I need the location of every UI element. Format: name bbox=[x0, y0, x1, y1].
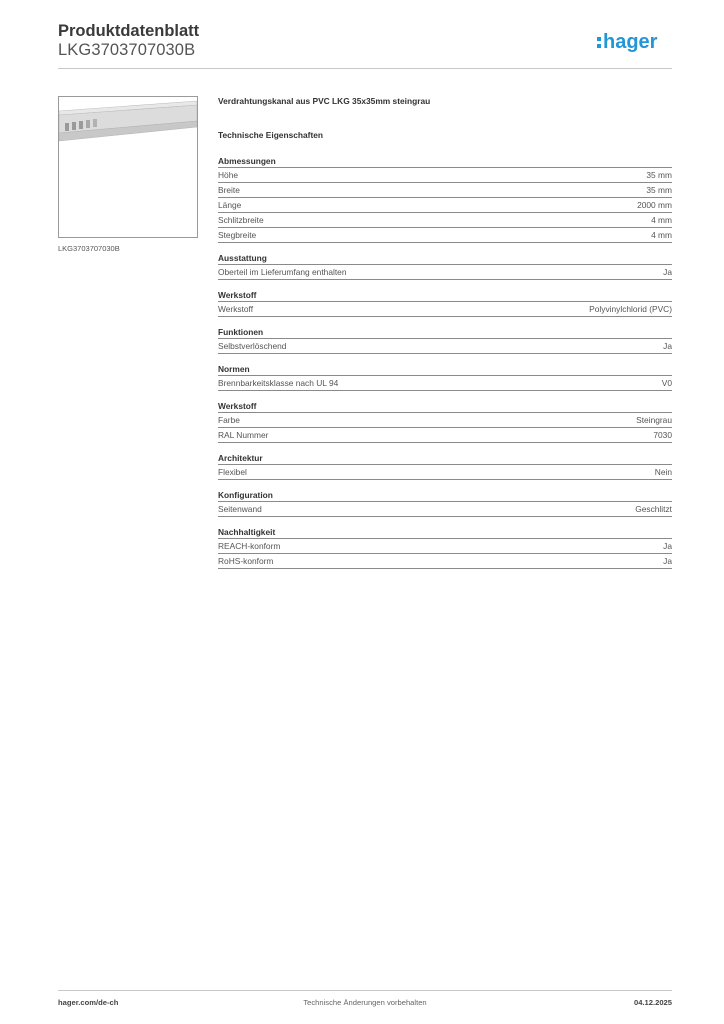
hager-logo-icon bbox=[596, 28, 672, 54]
property-value: Geschlitzt bbox=[635, 503, 672, 514]
property-row bbox=[218, 539, 672, 554]
property-value: Ja bbox=[663, 340, 672, 351]
header-divider bbox=[58, 68, 672, 69]
property-label: Breite bbox=[218, 184, 240, 195]
properties-sections bbox=[218, 156, 672, 569]
property-label: Schlitzbreite bbox=[218, 214, 264, 225]
section-konfiguration bbox=[218, 490, 672, 517]
section-title: Ausstattung bbox=[218, 253, 672, 265]
property-value: Polyvinylchlorid (PVC) bbox=[589, 303, 672, 314]
property-label: Stegbreite bbox=[218, 229, 257, 240]
property-row bbox=[218, 428, 672, 443]
section-title: Architektur bbox=[218, 453, 672, 465]
property-row bbox=[218, 376, 672, 391]
property-value: 4 mm bbox=[651, 214, 672, 225]
datasheet-content bbox=[218, 96, 672, 569]
section-werkstoff bbox=[218, 290, 672, 317]
property-label: Werkstoff bbox=[218, 303, 254, 314]
product-description: Verdrahtungskanal aus PVC LKG 35x35mm steingrau bbox=[218, 96, 431, 106]
property-row bbox=[218, 413, 672, 428]
footer bbox=[58, 998, 672, 1010]
property-label: Oberteil im Lieferumfang enthalten bbox=[218, 266, 347, 277]
section-ausstattung bbox=[218, 253, 672, 280]
section-title: Konfiguration bbox=[218, 490, 672, 502]
property-label: Flexibel bbox=[218, 466, 247, 477]
product-code: LKG3703707030B bbox=[58, 41, 196, 59]
section-title: Werkstoff bbox=[218, 401, 672, 413]
property-value: 2000 mm bbox=[637, 199, 672, 210]
property-row bbox=[218, 198, 672, 213]
property-row bbox=[218, 465, 672, 480]
section-nachhaltigkeit bbox=[218, 527, 672, 569]
section-funktionen bbox=[218, 327, 672, 354]
property-row bbox=[218, 168, 672, 183]
footer-disclaimer: Technische Änderungen vorbehalten bbox=[303, 998, 427, 1007]
footer-divider bbox=[58, 990, 672, 991]
property-label: Höhe bbox=[218, 169, 239, 180]
property-value: Ja bbox=[663, 266, 672, 277]
section-werkstoff bbox=[218, 401, 672, 443]
property-value: 7030 bbox=[653, 429, 672, 440]
section-title: Werkstoff bbox=[218, 290, 672, 302]
technical-properties-heading: Technische Eigenschaften bbox=[218, 130, 324, 140]
section-title: Nachhaltigkeit bbox=[218, 527, 672, 539]
section-normen bbox=[218, 364, 672, 391]
section-architektur bbox=[218, 453, 672, 480]
cable-duct-illustration bbox=[59, 97, 197, 237]
property-row bbox=[218, 554, 672, 569]
footer-website[interactable]: hager.com/de-ch bbox=[58, 998, 119, 1007]
property-label: Selbstverlöschend bbox=[218, 340, 287, 351]
header bbox=[58, 22, 672, 68]
property-value: Nein bbox=[654, 466, 672, 477]
image-caption: LKG3703707030B bbox=[58, 244, 120, 253]
property-value: Ja bbox=[663, 540, 672, 551]
property-label: Farbe bbox=[218, 414, 240, 425]
property-row bbox=[218, 302, 672, 317]
property-row bbox=[218, 228, 672, 243]
footer-date: 04.12.2025 bbox=[633, 998, 672, 1007]
section-title: Funktionen bbox=[218, 327, 672, 339]
property-label: Länge bbox=[218, 199, 242, 210]
section-title: Abmessungen bbox=[218, 156, 672, 168]
logo-wordmark: hager bbox=[603, 31, 658, 53]
property-row bbox=[218, 502, 672, 517]
property-row bbox=[218, 265, 672, 280]
section-abmessungen bbox=[218, 156, 672, 243]
property-row bbox=[218, 213, 672, 228]
property-label: Brennbarkeitsklasse nach UL 94 bbox=[218, 377, 339, 388]
property-label: RAL Nummer bbox=[218, 429, 269, 440]
property-value: 35 mm bbox=[646, 184, 672, 195]
property-value: V0 bbox=[661, 377, 672, 388]
property-row bbox=[218, 339, 672, 354]
property-value: Steingrau bbox=[636, 414, 672, 425]
section-title: Normen bbox=[218, 364, 672, 376]
property-label: RoHS-konform bbox=[218, 555, 274, 566]
property-value: 35 mm bbox=[646, 169, 672, 180]
property-value: 4 mm bbox=[651, 229, 672, 240]
product-image bbox=[58, 96, 198, 238]
property-row bbox=[218, 183, 672, 198]
property-label: REACH-konform bbox=[218, 540, 281, 551]
property-value: Ja bbox=[663, 555, 672, 566]
property-label: Seitenwand bbox=[218, 503, 262, 514]
page-title: Produktdatenblatt bbox=[58, 22, 200, 40]
